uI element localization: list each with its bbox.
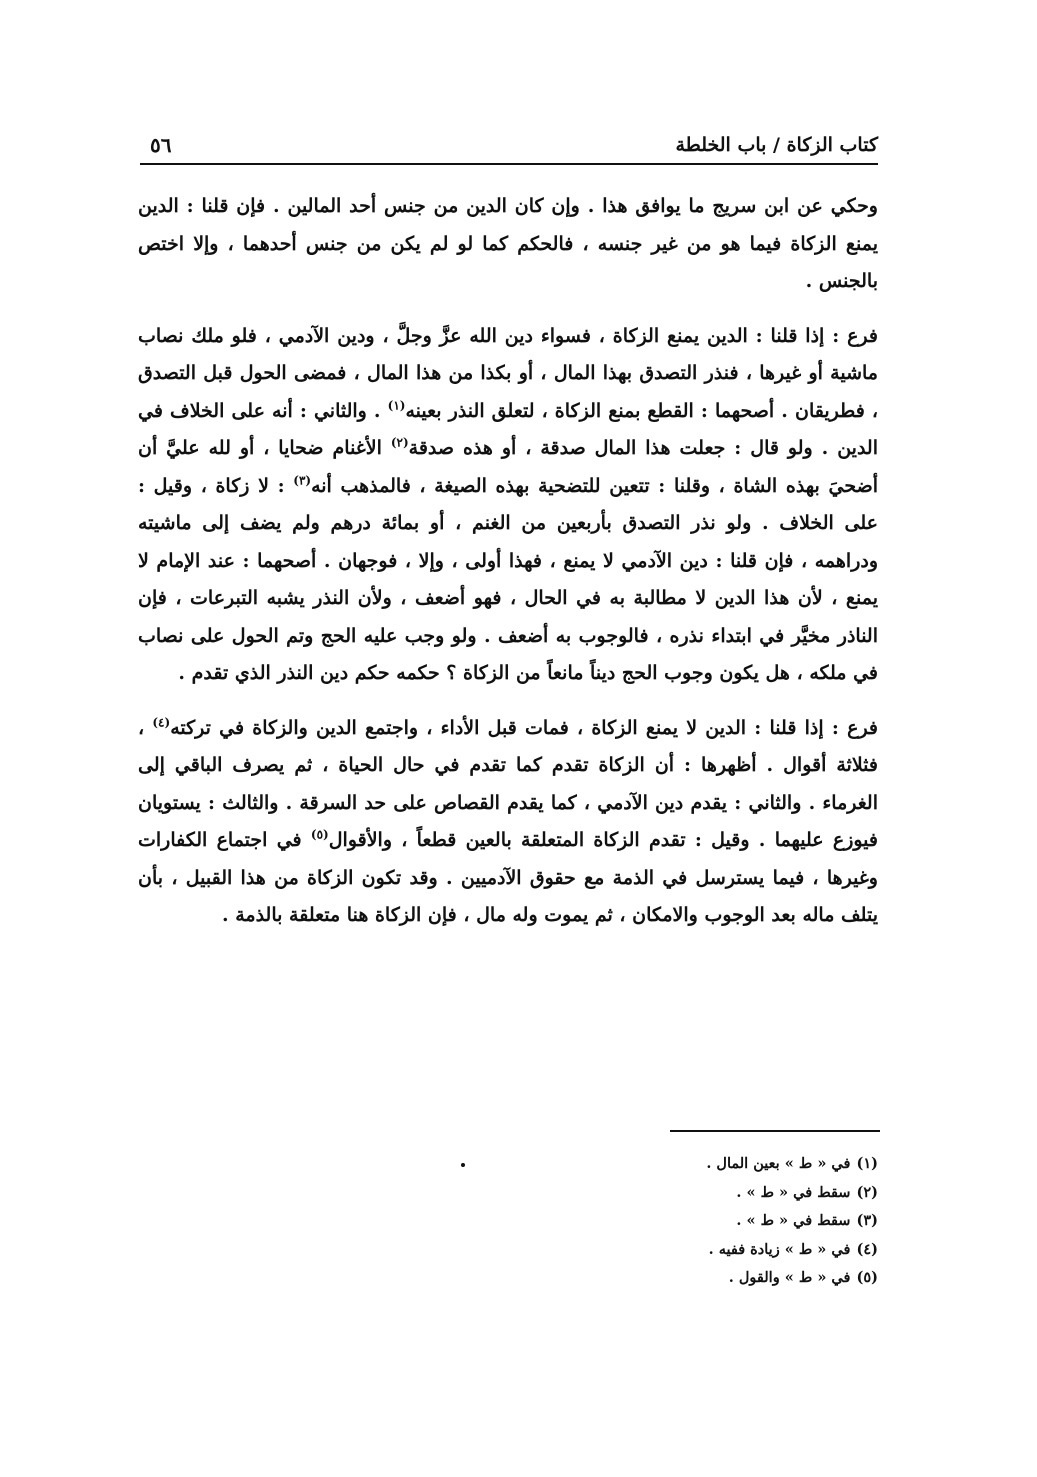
paragraph-text: ، فثلاثة أقوال . أظهرها : أن الزكاة تقدم كما تقدم في حال الحياة ، ثم يصرف الباقي إلى الغرماء . والثاني : يقدم دين الآدمي ، كما يقدم القصاص على حد السرقة . والثالث : يستويان فيوزع عليهما . وقيل : تقدم الزكاة المتعلقة بالعين قطعاً ، والأقوال <box>138 716 878 851</box>
footnote-ref: (١) <box>387 398 406 413</box>
footnote-number: (٢) <box>856 1183 878 1201</box>
footnote-text: سقط في « ط » . <box>736 1183 851 1201</box>
footnotes <box>470 1150 878 1293</box>
paragraph-lead: فرع : <box>832 324 878 347</box>
paragraph-text: : لا زكاة ، وقيل : على الخلاف . ولو نذر التصدق بأربعين من الغنم ، أو بمائة درهم ولم يضف إلى ماشيته ودراهمه ، فإن قلنا : دين الآدمي لا يمنع ، فهذا أولى ، وإلا ، فوجهان . أصحهما : عند الإمام لا يمنع ، لأن هذا الدين لا مطالبة به في الحال ، فهو أضعف ، ولأن النذر يشبه التبرعات ، فإن الناذر مخيَّر في ابتداء نذره ، فالوجوب به أضعف . ولو وجب عليه الحج وتم الحول على نصاب في ملكه ، هل يكون وجوب الحج ديناً مانعاً من الزكاة ؟ حكمه حكم دين النذر الذي تقدم . <box>138 474 878 684</box>
footnote-text: في « ط » بعين المال . <box>706 1155 851 1172</box>
paragraph-lead: فرع : <box>831 716 879 739</box>
stray-dot <box>461 1163 465 1167</box>
footnote-text: سقط في « ط » . <box>736 1212 851 1230</box>
paragraph-text: إذا قلنا : الدين لا يمنع الزكاة ، فمات قبل الأداء ، واجتمع الدين والزكاة في تركته <box>170 716 832 739</box>
paragraph-text: . والثاني : أنه على الخلاف في الدين . ولو قال : جعلت هذا المال صدقة ، أو هذه صدقة <box>138 399 878 459</box>
footnote-text: في « ط » والقول . <box>728 1269 851 1287</box>
footnote <box>470 1264 878 1293</box>
paragraph-text: في اجتماع الكفارات وغيرها ، فيما يسترسل في الذمة مع حقوق الآدميين . وقد تكون الزكاة من هذا القبيل ، بأن يتلف ماله بعد الوجوب والامكان ، ثم يموت وله مال ، فإن الزكاة هنا متعلقة بالذمة . <box>138 829 878 926</box>
footnote-ref: (٤) <box>152 715 171 730</box>
footnote <box>470 1236 878 1265</box>
header-title: كتاب الزكاة / باب الخلطة <box>675 134 878 156</box>
footnote-number: (٣) <box>856 1212 878 1230</box>
footnote <box>470 1179 878 1208</box>
paragraph-text: وحكي عن ابن سريج ما يوافق هذا . وإن كان الدين من جنس أحد المالين . فإن قلنا : الدين يمنع الزكاة فيما هو من غير جنسه ، فالحكم كما لو لم يكن من جنس أحدهما ، وإلا اختص بالجنس . <box>138 195 878 292</box>
footnote-number: (٤) <box>856 1240 878 1258</box>
paragraph <box>138 318 878 693</box>
page-number: ٥٦ <box>150 133 172 157</box>
footnote-number: (٥) <box>856 1269 878 1287</box>
footnote-rule <box>670 1130 880 1132</box>
footnote <box>470 1207 878 1236</box>
paragraph-text: إذا قلنا : الدين يمنع الزكاة ، فسواء دين الله عزَّ وجلَّ ، ودين الآدمي ، فلو ملك نصاب ماشية أو غيرها ، فنذر التصدق بهذا المال ، أو بكذا من هذا المال ، فمضى الحول قبل التصدق ، فطريقان . أصحهما : القطع بمنع الزكاة ، لتعلق النذر بعينه <box>138 324 879 422</box>
footnote-text: في « ط » زيادة ففيه . <box>708 1240 851 1258</box>
footnote-ref: (٥) <box>310 827 329 842</box>
footnote-ref: (٣) <box>293 473 312 488</box>
paragraph <box>138 188 878 301</box>
header-rule <box>140 163 878 165</box>
footnote <box>470 1150 878 1179</box>
running-header <box>150 128 878 162</box>
body-text <box>138 188 878 952</box>
footnote-ref: (٢) <box>390 435 409 450</box>
paragraph-text: الأغنام ضحايا ، أو لله عليَّ أن أضحيَ بهذه الشاة ، وقلنا : تتعين للتضحية بهذه الصيغة ، فالمذهب أنه <box>138 437 878 497</box>
paragraph <box>138 710 878 935</box>
footnote-number: (١) <box>856 1155 878 1172</box>
